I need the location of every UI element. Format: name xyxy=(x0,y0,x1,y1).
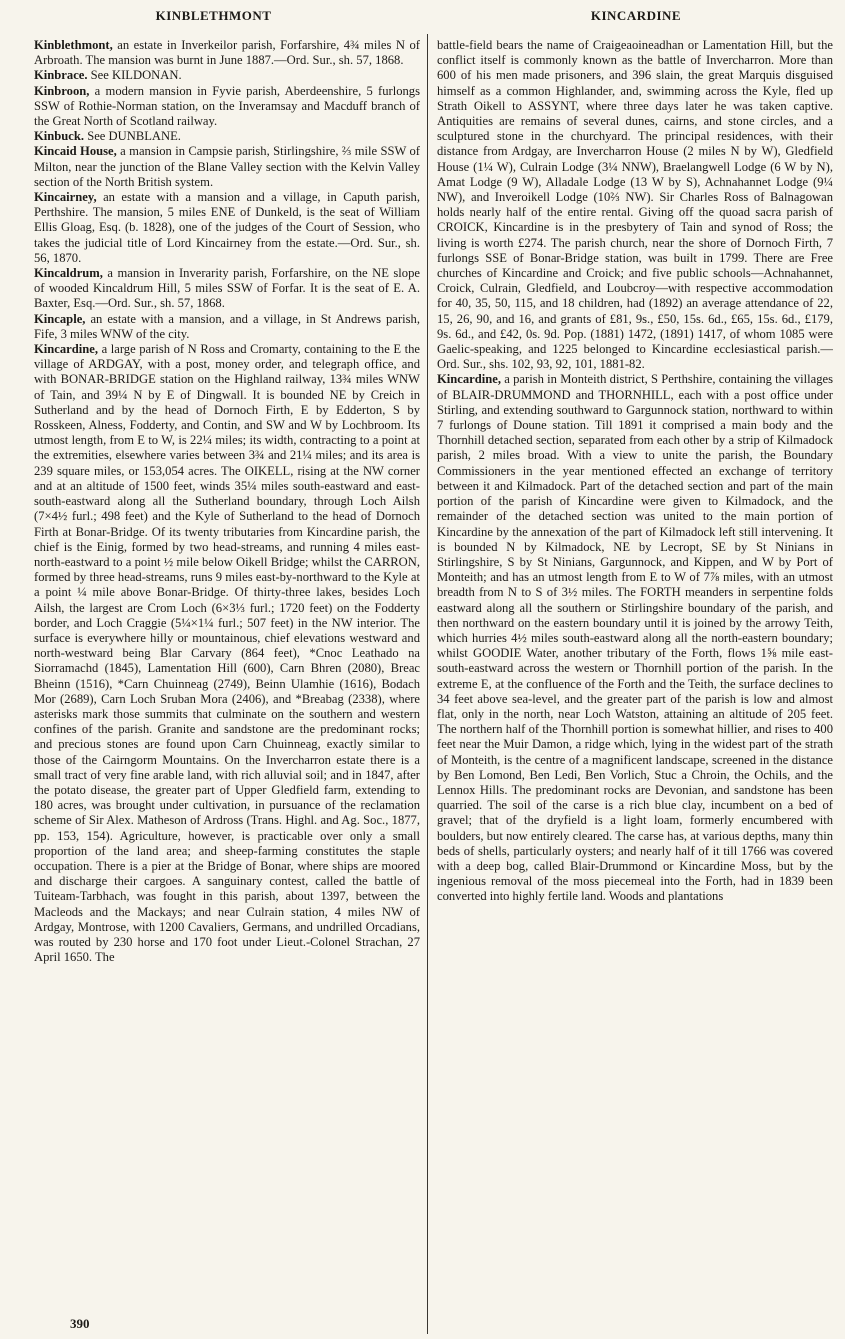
entry-headword: Kincaldrum, xyxy=(34,266,103,281)
entry-kincaid-house xyxy=(34,144,420,190)
entry-headword: Kinblethmont, xyxy=(34,38,113,52)
entry-headword: Kincaple, xyxy=(34,311,86,326)
entry-text: an estate with a mansion and a village, in Caputh parish, Perthshire. The mansion, 5 miles ENE of Dunkeld, is the seat of William Ellis Gloag, Esq. (b. 1828), one of the judges of the Court of Session, who takes the judicial title of Lord Kincairney from the estate.—Ord. Sur., sh. 56, 1870. xyxy=(34,190,420,265)
left-column xyxy=(34,38,420,1316)
entry-headword: Kinbrace. xyxy=(34,68,88,83)
page-number: 390 xyxy=(70,1316,90,1331)
entry-kincairney xyxy=(34,190,420,266)
entry-text: a mansion in Inverarity parish, Forfarshire, on the NE slope of wooded Kincaldrum Hill, 5 miles SSW of Forfar. It is the seat of E. A. Baxter, Esq.—Ord. Sur., sh. 57, 1868. xyxy=(34,266,420,311)
entry-kincaldrum xyxy=(34,266,420,312)
entry-text: a mansion in Campsie parish, Stirlingshire, ⅔ mile SSW of Milton, near the junction of the Blane Valley section with the Kelvin Valley section of the North British system. xyxy=(34,144,420,189)
entry-kinblethmont xyxy=(34,38,420,68)
entry-kincaple xyxy=(34,312,420,342)
entry-text: See KILDONAN. xyxy=(87,68,182,83)
entry-headword: Kincardine, xyxy=(34,342,99,357)
entry-kincardine-ross-continued xyxy=(437,38,833,372)
entry-headword: Kincaid House, xyxy=(34,144,117,159)
column-divider xyxy=(427,34,428,1334)
running-head-left: KINBLETHMONT xyxy=(155,8,272,23)
entry-headword: Kincairney, xyxy=(34,190,97,205)
entry-text: a large parish of N Ross and Cromarty, containing to the E the village of ARDGAY, with a post, money order, and telegraph office, and with BONAR-BRIDGE station on the Highland railway, 13¾ miles WNW of Tain, and 39¼ N by E of Dingwall. It is bounded NE by Creich in Sutherland and by the head of Dornoch Firth, E by Edderton, S by Rosskeen, Alness, Fodderty, and Contin, and SW and W by Lochbroom. Its utmost length, from E to W, is 22¼ miles; its width, contracting to a point at the extremities, elsewhere varies between 3¾ and 21¼ miles; and its area is 239 square miles, or 153,054 acres. The OIKELL, rising at the NW corner and at an altitude of 1500 feet, winds 35¼ miles south-eastward and east-south-eastward along all the Sutherland boundary, through Loch Ailsh (7×4½ furl.; 498 feet) and the Kyle of Sutherland to the head of Dornoch Firth at Bonar-Bridge. Of its twenty tributaries from Kincardine parish, the chief is the Einig, formed by two head-streams, and running 4 miles east-north-eastward to a point ½ mile below Oikell Bridge; whilst the CARRON, formed by three head-streams, runs 9 miles east-by-northward to the Kyle at a point ¼ mile above Bonar-Bridge. Of thirty-three lakes, besides Loch Ailsh, the largest are Crom Loch (6×3⅓ furl.; 1720 feet) on the Fodderty border, and Loch Craggie (5¼×1¼ furl.; 507 feet) in the NW interior. The surface is everywhere hilly or mountainous, chief elevations westward and north-westward being Blar Carvary (864 feet), *Cnoc Leathado na Siorramachd (1845), Lamentation Hill (600), Carn Bhren (2080), Breac Bheinn (1516), *Carn Chuinneag (2749), Beinn Ulamhie (1616), Bodach Mor (2689), Carn Loch Sruban Mora (2406), and *Breabag (2338), where asterisks mark those summits that culminate on the southern and western confines of the parish. Granite and sandstone are the predominant rocks; and precious stones are found upon Carn Chuinneag, exactly similar to those of the Cairngorm Mountains. On the Invercharron estate there is a small tract of very fine arable land, with rich alluvial soil; and in 1847, after the potato disease, the greater part of Upper Gledfield farm, extending to 180 acres, was brought under cultivation, in pursuance of the reclamation scheme of Sir Alex. Matheson of Ardross (Trans. Highl. and Ag. Soc., 1877, pp. 153, 154). Agriculture, however, is practicable over only a small proportion of the land area; and sheep-farming constitutes the staple occupation. There is a pier at the Bridge of Bonar, where ships are moored and discharge their cargoes. A sanguinary contest, called the battle of Tuiteam-Tarbhach, was fought in this parish, about 1397, between the Macleods and the Mackays; and near Culrain station, 4 miles NW of Ardgay, Montrose, with 1200 Cavaliers, Germans, and undrilled Orcadians, was routed by 230 horse and 170 foot under Lieut.-Colonel Strachan, 27 April 1650. The xyxy=(34,342,420,965)
entry-kinbrace xyxy=(34,68,420,83)
entry-kinbuck xyxy=(34,129,420,144)
right-column xyxy=(437,38,833,1336)
entry-text: battle-field bears the name of Craigeaoineadhan or Lamentation Hill, but the conflict itself is commonly known as the battle of Invercharron. More than 600 of his men made prisoners, and 396 slain, the great Marquis disguised himself as a common Highlander, and, swimming across the Kyle, fled up Strath Oikell to ASSYNT, where three days later he was taken captive. Antiquities are remains of several dunes, cairns, and stone circles, and a sculptured stone in the churchyard. The principal residences, with their distance from Ardgay, are Invercharron House (2 miles N by W), Gledfield House (1¼ W), Culrain Lodge (3¼ NNW), Braelangwell Lodge (6 W by N), Amat Lodge (9 W), Alladale Lodge (13 W by S), Achnahannet Lodge (9¼ NW), and Inveroikell Lodge (10⅔ NW). Sir Charles Ross of Balnagowan holds nearly half of the entire rental. Giving off the quoad sacra parish of CROICK, Kincardine is in the presbytery of Tain and synod of Ross; the living is worth £274. The parish church, near the shore of Dornoch Firth, 7 furlongs SSE of Bonar-Bridge station, was built in 1799. There are Free churches of Kincardine and Croick; and five public schools—Achnahannet, Croick, Culrain, Gledfield, and Loubcroy—with respective accommodation for 40, 35, 50, 115, and 18 children, had (1892) an average attendance of 22, 15, 26, 90, and 16, and grants of £81, 9s., £50, 15s. 6d., £65, 15s. 6d., £179, 9s. 6d., and £42, 0s. 9d. Pop. (1881) 1472, (1891) 1417, of whom 1085 were Gaelic-speaking, and 1225 belonged to Kincardine ecclesiastical parish.—Ord. Sur., shs. 102, 93, 92, 101, 1881-82. xyxy=(437,38,833,372)
entry-kinbroon xyxy=(34,84,420,130)
entry-headword: Kinbuck. xyxy=(34,129,85,144)
entry-text: a parish in Monteith district, S Perthshire, containing the villages of BLAIR-DRUMMOND and THORNHILL, each with a post office under Stirling, and extending southward to Gargunnock station, northward to within 7 furlongs of Doune station. Till 1891 it comprised a main body and the Thornhill detached section, separated from each other by a strip of Kilmadock parish, 2 miles broad. With a view to unite the parish, the Boundary Commissioners in the year mentioned effected an exchange of territory between it and Kilmadock. Part of the detached section and part of the main portion of the parish of Kincardine were given to Kilmadock, and the remainder of the detached section was united to the main portion of Kincardine by the annexation of the part of Kilmadock left still intervening. It is bounded N by Kilmadock, NE by Lecropt, SE by St Ninians in Stirlingshire, S by St Ninians, Gargunnock, and Kippen, and W by Port of Monteith; and has an utmost length from E to W of 7⅞ miles, with an utmost breadth from N to S of 3½ miles. The FORTH meanders in serpentine folds eastward along all the southern or Stirlingshire boundary of the parish, and then northward on the eastern boundary until it is joined by the arrowy Teith, which hurries 4½ miles south-eastward along all the north-eastern boundary; whilst GOODIE Water, another tributary of the Forth, flows 1⅝ mile east-south-eastward across the western or Thornhill portion of the parish. In the extreme E, at the confluence of the Forth and the Teith, the surface declines to 34 feet above sea-level, and the greater part of the parish is low and almost flat, only in the north, near Loch Watston, attaining an altitude of 205 feet. The northern half of the Thornhill portion is somewhat hillier, and rises to 400 feet near the Muir Damon, a ridge which, lying in the widest part of the strath of Monteith, is the centre of a magnificent landscape, screened in the distance by Ben Lomond, Ben Ledi, Ben Vorlich, Stuc a Chroin, the Ochils, and the Lennox Hills. The predominant rocks are Devonian, and sandstone has been quarried. The soil of the carse is a rich blue clay, incumbent on a bed of gravel; that of the dryfield is a light loam, formerly encumbered with boulders, but now entirely cleared. The carse has, at various depths, many thin beds of shells, particularly oysters; and nearly half of it till 1766 was covered with a deep bog, called Blair-Drummond or Kincardine Moss, but by the ingenious removal of the moss piecemeal into the Forth, had in 1839 been converted into highly fertile land. Woods and plantations xyxy=(437,372,833,904)
entry-kincardine-ross xyxy=(34,342,420,965)
entry-headword: Kinbroon, xyxy=(34,83,90,98)
entry-text: an estate in Inverkeilor parish, Forfarshire, 4¾ miles N of Arbroath. The mansion was burnt in June 1887.—Ord. Sur., sh. 57, 1868. xyxy=(34,38,420,68)
entry-kincardine-perthshire xyxy=(437,372,833,904)
entry-text: See DUNBLANE. xyxy=(84,129,181,144)
entry-headword: Kincardine, xyxy=(437,372,502,387)
running-head-right: KINCARDINE xyxy=(590,8,682,23)
entry-text: an estate with a mansion, and a village, in St Andrews parish, Fife, 3 miles WNW of the city. xyxy=(34,311,420,341)
entry-text: a modern mansion in Fyvie parish, Aberdeenshire, 5 furlongs SSW of Rothie-Norman station, on the Inveramsay and Macduff branch of the Great North of Scotland railway. xyxy=(34,83,420,129)
